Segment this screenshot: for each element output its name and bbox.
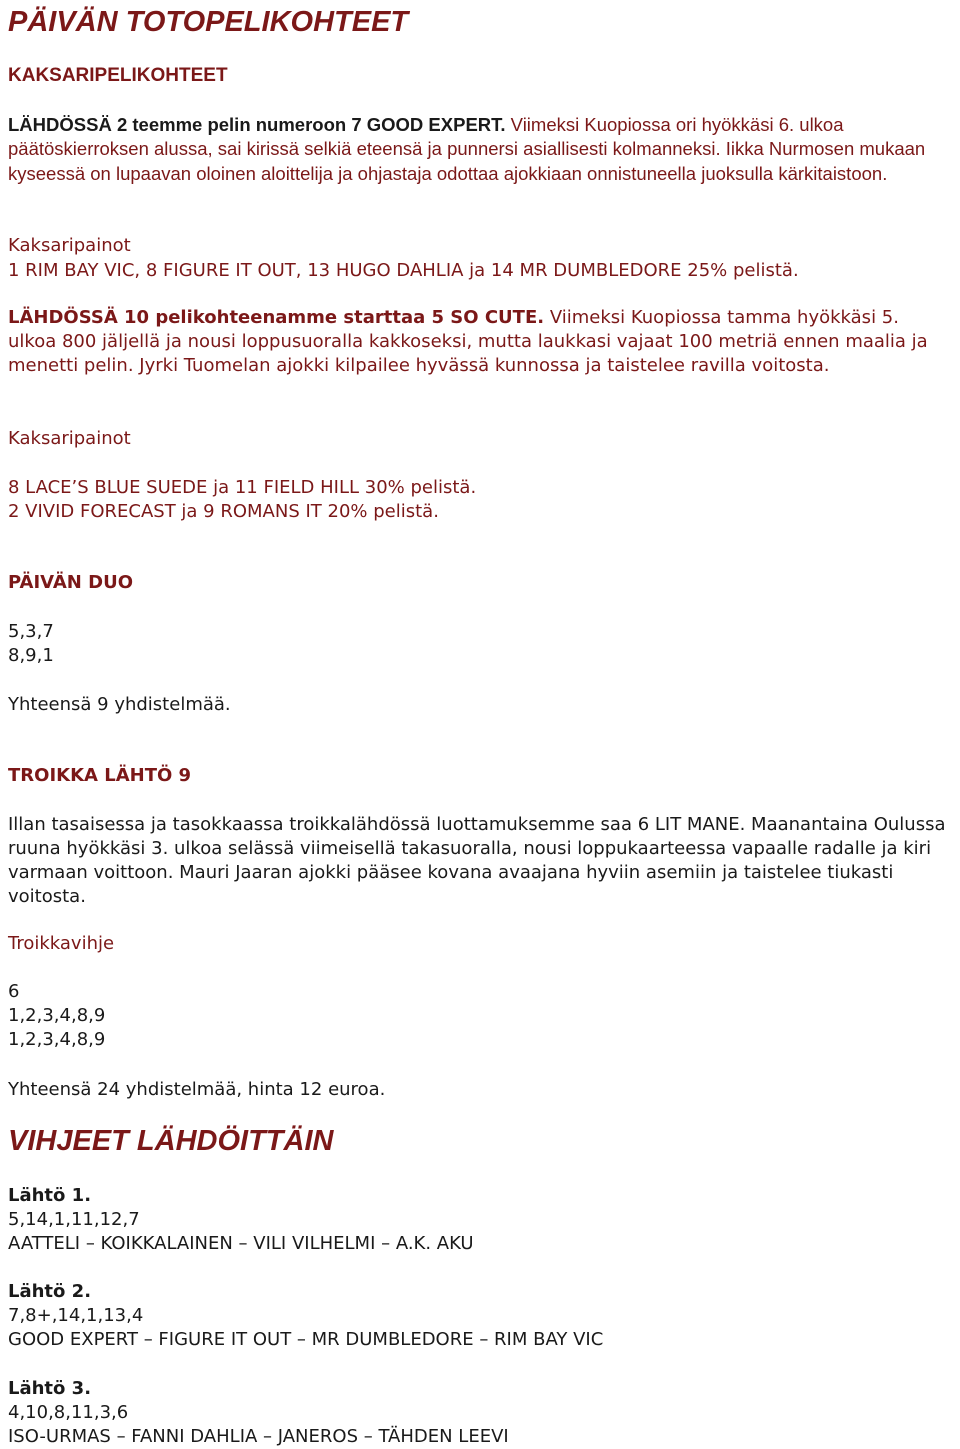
- kaksari-heading: KAKSARIPELIKOHTEET: [8, 65, 228, 86]
- kaksari-paragraph-2: [8, 306, 952, 378]
- tips-2-lines: [8, 476, 952, 524]
- race-numbers: 7,8+,14,1,13,4: [8, 1305, 144, 1326]
- race-label: Lähtö 2.: [8, 1281, 92, 1302]
- duo-line: 5,3,7: [8, 621, 54, 642]
- race-2-lead: LÄHDÖSSÄ 2 teemme pelin numeroon 7 GOOD EXPERT.: [8, 114, 506, 135]
- tips-2-line: 2 VIVID FORECAST ja 9 ROMANS IT 20% pelistä.: [8, 501, 439, 522]
- troikka-line: 1,2,3,4,8,9: [8, 1029, 106, 1050]
- race-2: [8, 1280, 952, 1352]
- race-horses: GOOD EXPERT – FIGURE IT OUT – MR DUMBLEDORE – RIM BAY VIC: [8, 1329, 604, 1350]
- tips-1-heading: Kaksaripainot: [8, 235, 131, 256]
- race-numbers: 5,14,1,11,12,7: [8, 1209, 140, 1230]
- troikka-lines: [8, 980, 952, 1052]
- tips-2-heading: Kaksaripainot: [8, 428, 131, 449]
- duo-lines: [8, 620, 952, 668]
- troikka-total: Yhteensä 24 yhdistelmää, hinta 12 euroa.: [8, 1079, 386, 1100]
- race-3: [8, 1377, 952, 1449]
- race-label: Lähtö 1.: [8, 1185, 92, 1206]
- page-title: PÄIVÄN TOTOPELIKOHTEET: [8, 6, 409, 38]
- race-10-lead: LÄHDÖSSÄ 10 pelikohteenamme starttaa 5 SO CUTE.: [8, 307, 545, 328]
- race-2-text: Viimeksi Kuopiossa ori hyökkäsi 6. ulkoa päätöskierroksen alussa, sai kirissä selkiä eteensä ja punnersi asiallisesti kolmanneksi. Iikka Nurmosen mukaan kyseessä on lupaavan oloinen aloittelija ja ohjastaja odottaa ajokkiaan onnistuneella juoksulla kärkitaistoon.: [8, 114, 926, 184]
- race-label: Lähtö 3.: [8, 1378, 92, 1399]
- race-horses: ISO-URMAS – FANNI DAHLIA – JANEROS – TÄHDEN LEEVI: [8, 1426, 509, 1447]
- vihjeet-title: VIHJEET LÄHDÖITTÄIN: [8, 1125, 334, 1157]
- troikka-line: 1,2,3,4,8,9: [8, 1005, 106, 1026]
- troikka-tip-heading: Troikkavihje: [8, 933, 115, 954]
- tips-2-line: 8 LACE’S BLUE SUEDE ja 11 FIELD HILL 30% pelistä.: [8, 477, 477, 498]
- race-10-text: Viimeksi Kuopiossa tamma hyökkäsi 5. ulkoa 800 jäljellä ja nousi loppusuoralla kakkoseksi, mutta laukkasi vajaat 100 metriä ennen maalia ja menetti pelin. Jyrki Tuomelan ajokki kilpailee hyvässä kunnossa ja taistelee ravilla voitosta.: [8, 307, 928, 376]
- race-horses: AATTELI – KOIKKALAINEN – VILI VILHELMI – A.K. AKU: [8, 1233, 474, 1254]
- duo-heading: PÄIVÄN DUO: [8, 572, 133, 593]
- race-1: [8, 1184, 952, 1256]
- troikka-line: 6: [8, 981, 20, 1002]
- duo-line: 8,9,1: [8, 645, 54, 666]
- tips-1-text: 1 RIM BAY VIC, 8 FIGURE IT OUT, 13 HUGO DAHLIA ja 14 MR DUMBLEDORE 25% pelistä.: [8, 260, 799, 281]
- troikka-heading: TROIKKA LÄHTÖ 9: [8, 765, 192, 786]
- kaksari-paragraph-1: [8, 113, 952, 186]
- race-numbers: 4,10,8,11,3,6: [8, 1402, 129, 1423]
- troikka-paragraph: Illan tasaisessa ja tasokkaassa troikkalähdössä luottamuksemme saa 6 LIT MANE. Maanantaina Oulussa ruuna hyökkäsi 3. ulkoa selässä viimeisellä takasuoralla, nousi loppukaarteessa vapaalle radalle ja kiri varmaan voittoon. Mauri Jaaran ajokki pääsee kovana avaajana hyviin asemiin ja taistelee tiukasti voitosta.: [8, 814, 946, 907]
- duo-total: Yhteensä 9 yhdistelmää.: [8, 694, 231, 715]
